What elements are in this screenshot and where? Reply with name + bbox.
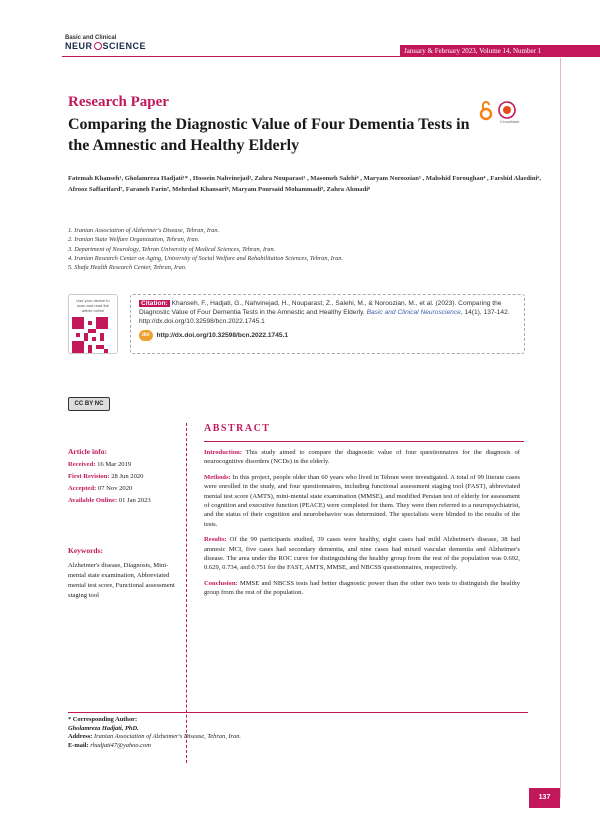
citation-journal-link[interactable]: Basic and Clinical Neuroscience	[366, 309, 461, 316]
abstract-heading: ABSTRACT	[204, 423, 271, 434]
doi-row	[139, 330, 516, 341]
open-access-badges	[479, 100, 521, 129]
online-label: Available Online:	[68, 497, 118, 504]
cc-license-icon[interactable]: CC BY NC	[68, 397, 110, 411]
affiliations	[68, 226, 548, 272]
abstract-conclusion	[204, 579, 520, 598]
affiliation: 5. Shafa Health Research Center, Tehran, Iran.	[68, 264, 187, 272]
paper-type: Research Paper	[68, 94, 169, 110]
crossmark-label: CrossMark	[500, 119, 520, 124]
page-number: 137	[529, 788, 560, 808]
corresponding-email-row	[68, 742, 241, 751]
abstract-rule	[204, 441, 524, 442]
revision-date: 28 Jun 2020	[111, 473, 144, 480]
address-text: Iranian Association of Alzheimer's Disease, Tehran, Iran.	[94, 733, 241, 741]
article-info	[68, 459, 151, 507]
paper-title: Comparing the Diagnostic Value of Four Dementia Tests in the Amnestic and Healthy Elderly	[68, 116, 470, 154]
accepted-row	[68, 483, 151, 495]
email-label: E-mail:	[68, 742, 89, 750]
methods-text: In this project, people older than 60 years who lived in Tehran were investigated. A total of 99 literate cases were enrolled in the study, and four questionnaires, including functional assessment staging tool (FAST), abbreviated mental test score (AMTS), mini-mental state examination (MMSE), and modified Persian test of elderly for assessment of cognition and executive function (PEACE) were completed for them. They were then referred to a neuropsychiatrist, and the status of their cognition and neurobehavior was determined. The specialists were blinded to the results of the tests.	[204, 473, 520, 528]
qr-panel[interactable]	[68, 294, 118, 354]
corresponding-rule	[68, 712, 528, 713]
results-label: Results:	[204, 536, 227, 544]
accepted-label: Accepted:	[68, 485, 97, 492]
abstract-introduction	[204, 448, 520, 467]
online-row	[68, 495, 151, 507]
citation-text: Khanseh, F., Hadjati, G., Nahvinejad, H., Nouparast, Z., Salehi, M., & Noroozian, M., et al. (2023). Comparing the Diagnostic Value of Four Dementia Tests in the Amnestic and Healthy Elderly.	[139, 300, 502, 316]
received-date: 16 Mar 2019	[97, 461, 132, 468]
accepted-date: 07 Nov 2020	[97, 485, 133, 492]
logo-circle-icon	[94, 42, 102, 50]
abstract-body	[204, 448, 520, 598]
corresponding-address-row	[68, 733, 241, 742]
affiliation: 1. Iranian Association of Alzheimer's Disease, Tehran, Iran.	[68, 227, 220, 234]
keywords-heading: Keywords:	[68, 546, 103, 555]
affiliation: 3. Department of Neurology, Tehran University of Medical Sciences, Tehran, Iran.	[68, 245, 276, 253]
corresponding-name: Gholamreza Hadjati, PhD.	[68, 724, 139, 732]
abstract-methods	[204, 473, 520, 529]
doi-link[interactable]: http://dx.doi.org/10.32598/bcn.2022.1745.1	[156, 332, 289, 339]
article-info-heading: Article info:	[68, 447, 107, 456]
affiliation: 2. Iranian State Welfare Organization, Tehran, Iran.	[68, 236, 200, 244]
citation-box	[130, 294, 525, 354]
revision-row	[68, 471, 151, 483]
corresponding-author	[68, 716, 241, 751]
qr-code-icon[interactable]	[72, 317, 108, 353]
journal-name-a: NEUR	[65, 41, 93, 51]
intro-text: This study aimed to compare the diagnostic value of four questionnaires for the diagnosis of neurocognitive disorders (NCDs) in the elderly.	[204, 449, 520, 466]
doi-icon: doi	[139, 330, 153, 341]
conclusion-label: Conclusion:	[204, 579, 238, 587]
author-list: Fatemah Khanseh¹, Gholamreza Hadjati¹* , Hossein Nahvinejad², Zahra Nouparast³ , Masomeh Salehi⁴ , Maryam Noroozian⁵ , Mahshid Foroughan⁴ , Farshid Alaedini⁶, Afrooz Saffarifard⁷, Faraneh Farin⁷, Mehrdad Khansari⁸, Maryam Poursaid Mohammadi⁹, Zahra Ahmadi⁸	[68, 175, 542, 193]
crossmark-icon[interactable]	[499, 102, 515, 118]
online-date: 01 Jan 2023	[118, 497, 151, 504]
address-label: Address:	[68, 733, 93, 741]
affiliation: 4. Iranian Research Center on Aging, University of Social Welfare and Rehabilitation Sciences, Tehran, Iran.	[68, 254, 344, 262]
results-text: Of the 99 participants studied, 39 cases were healthy, eight cases had mild Alzheimer's disease, 38 had amnesic MCI, five cases had secondary dementia, and nine cases had mixed vascular dementia and Alzheimer's disease. The area under the ROC curve for distinguishing the healthy group from the rest of the population was 0.692, 0.629, 0.734, and 0.751 for the FAST, AMTS, MMSE, and NBCSS questionnaires, respectively.	[204, 536, 520, 572]
email-link[interactable]: rhadjati47@yahoo.com	[90, 742, 151, 750]
intro-label: Introduction:	[204, 449, 242, 456]
abstract-results	[204, 535, 520, 573]
margin-rule	[560, 58, 561, 798]
corresponding-heading: * Corresponding Author:	[68, 716, 138, 723]
issue-banner: January & February 2023, Volume 14, Number 1	[400, 45, 600, 57]
received-row	[68, 459, 151, 471]
citation-rest: , 14(1), 137-142. http://dx.doi.org/10.32598/bcn.2022.1745.1	[139, 309, 510, 325]
journal-name-b: SCIENCE	[102, 41, 147, 51]
journal-logo	[65, 41, 146, 51]
open-access-icon[interactable]	[481, 102, 491, 119]
received-label: Received:	[68, 461, 96, 468]
revision-label: First Revision:	[68, 473, 110, 480]
qr-caption: Use your device to scan and read the article online	[76, 298, 110, 313]
keywords-text: Alzheimer's disease, Diagnosis, Mini-mental state examination, Abbreviated mental test score, Functional assessment staging tool	[68, 562, 175, 599]
journal-subtitle: Basic and Clinical	[65, 35, 117, 41]
citation-label: Citation:	[141, 300, 168, 307]
conclusion-text: MMSE and NBCSS tests had better diagnostic power than the other two tests to distinguish the healthy group from the rest of the population.	[204, 579, 520, 597]
header-divider	[62, 56, 402, 57]
methods-label: Methods:	[204, 473, 231, 481]
